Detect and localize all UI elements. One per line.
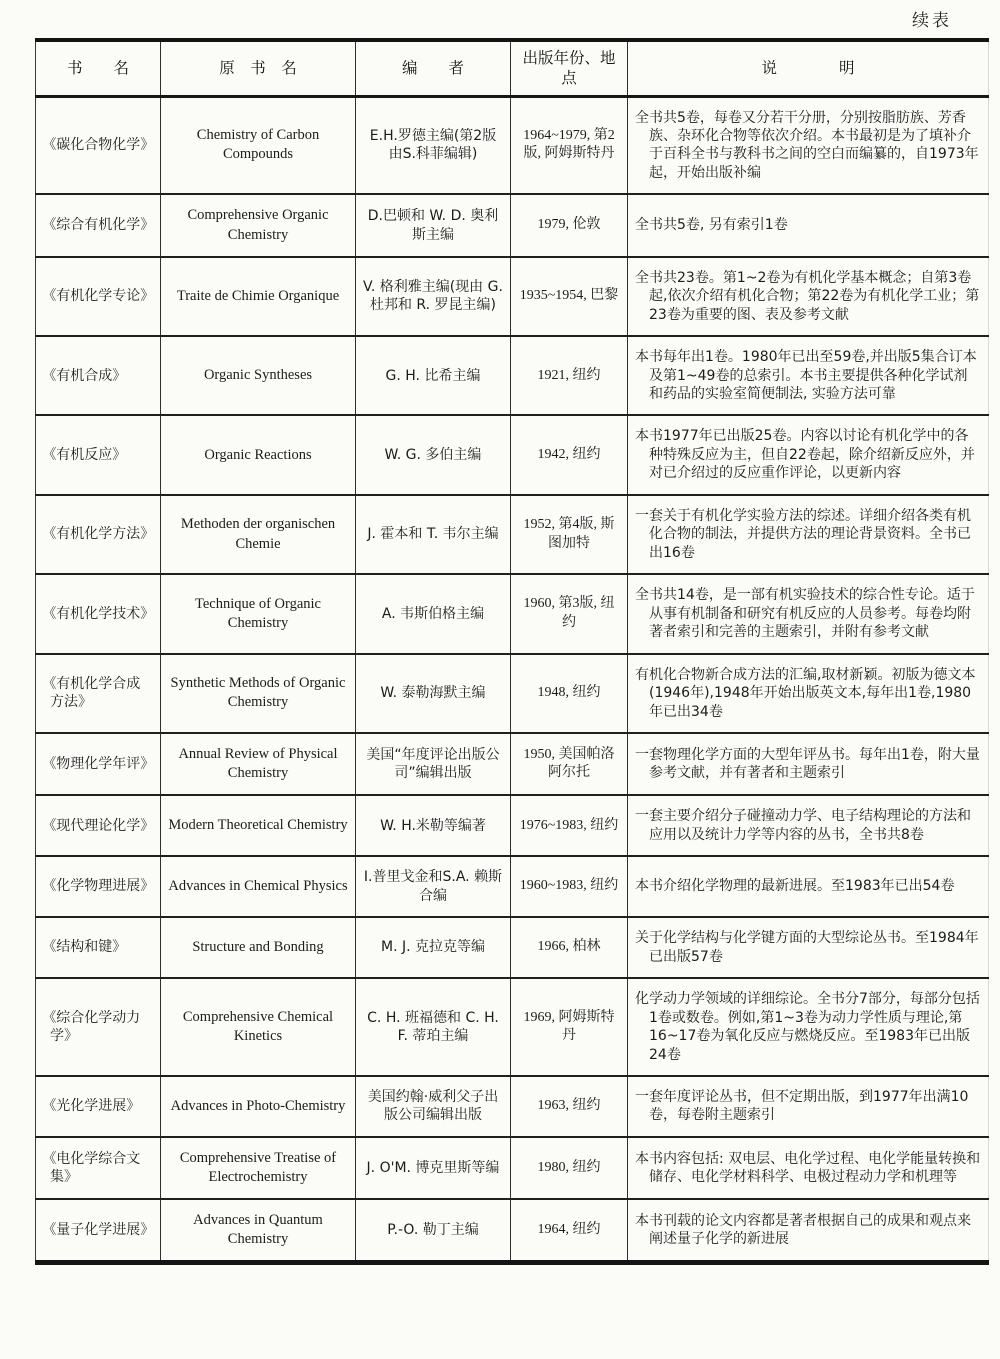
- publication-cell: 1921, 纽约: [511, 336, 628, 415]
- description-cell: 化学动力学领域的详细综论。全书分7部分，每部分包括1卷或数卷。例如,第1~3卷为动力学性质与理论,第16~17卷为氧化反应与燃烧反应。至1983年已出版24卷: [628, 978, 989, 1076]
- book-title-cell: 《有机化学方法》: [36, 495, 161, 574]
- original-title-cell: Annual Review of Physical Chemistry: [161, 733, 356, 795]
- original-title-cell: Advances in Chemical Physics: [161, 856, 356, 917]
- book-title-cell: 《电化学综合文集》: [36, 1137, 161, 1199]
- original-title-cell: Comprehensive Treatise of Electrochemistry: [161, 1137, 356, 1199]
- editor-cell: 美国“年度评论出版公司”编辑出版: [356, 733, 511, 795]
- description-cell: 一套物理化学方面的大型年评丛书。每年出1卷，附大量参考文献，并有著者和主题索引: [628, 733, 989, 795]
- table-row: [36, 856, 989, 917]
- table-row: [36, 795, 989, 856]
- header-editor: 编 者: [356, 40, 511, 96]
- original-title-cell: Organic Syntheses: [161, 336, 356, 415]
- original-title-cell: Organic Reactions: [161, 415, 356, 494]
- description-cell: 本书介绍化学物理的最新进展。至1983年已出54卷: [628, 856, 989, 917]
- description-cell: 全书共5卷, 另有索引1卷: [628, 194, 989, 256]
- table-row: [36, 495, 989, 574]
- original-title-cell: Advances in Quantum Chemistry: [161, 1199, 356, 1263]
- publication-cell: 1964, 纽约: [511, 1199, 628, 1263]
- table-row: [36, 336, 989, 415]
- table-row: [36, 733, 989, 795]
- description-cell: 本书刊载的论文内容都是著者根据自己的成果和观点来阐述量子化学的新进展: [628, 1199, 989, 1263]
- header-publication: 出版年份、地点: [511, 40, 628, 96]
- reference-books-table: [35, 38, 989, 1265]
- publication-cell: 1963, 纽约: [511, 1076, 628, 1137]
- editor-cell: D.巴顿和 W. D. 奥利斯主编: [356, 194, 511, 256]
- header-original-title: 原 书 名: [161, 40, 356, 96]
- table-row: [36, 257, 989, 336]
- editor-cell: A. 韦斯伯格主编: [356, 574, 511, 653]
- editor-cell: V. 格利雅主编(现由 G. 杜邦和 R. 罗昆主编): [356, 257, 511, 336]
- description-cell: 全书共5卷，每卷又分若干分册，分别按脂肪族、芳香族、杂环化合物等依次介绍。本书最初是为了填补介于百科全书与教科书之间的空白而编纂的，自1973年起，开始出版补编: [628, 96, 989, 194]
- header-book-title: 书 名: [36, 40, 161, 96]
- description-cell: 一套年度评论丛书，但不定期出版，到1977年出满10卷，每卷附主题索引: [628, 1076, 989, 1137]
- original-title-cell: Methoden der organischen Chemie: [161, 495, 356, 574]
- book-title-cell: 《光化学进展》: [36, 1076, 161, 1137]
- description-cell: 有机化合物新合成方法的汇编,取材新颖。初版为德文本(1946年),1948年开始出版英文本,每年出1卷,1980年已出34卷: [628, 654, 989, 733]
- header-description: 说 明: [628, 40, 989, 96]
- description-cell: 本书1977年已出版25卷。内容以讨论有机化学中的各种特殊反应为主，但自22卷起，除介绍新反应外，并对已介绍过的反应重作评论，以更新内容: [628, 415, 989, 494]
- publication-cell: 1969, 阿姆斯特丹: [511, 978, 628, 1076]
- editor-cell: W. 泰勒海默主编: [356, 654, 511, 733]
- original-title-cell: Technique of Organic Chemistry: [161, 574, 356, 653]
- editor-cell: G. H. 比希主编: [356, 336, 511, 415]
- description-cell: 一套关于有机化学实验方法的综述。详细介绍各类有机化合物的制法，并提供方法的理论背景资料。全书已出16卷: [628, 495, 989, 574]
- editor-cell: M. J. 克拉克等编: [356, 917, 511, 978]
- original-title-cell: Comprehensive Chemical Kinetics: [161, 978, 356, 1076]
- book-title-cell: 《量子化学进展》: [36, 1199, 161, 1263]
- table-row: [36, 1076, 989, 1137]
- editor-cell: I.普里戈金和S.A. 赖斯合编: [356, 856, 511, 917]
- publication-cell: 1979, 伦敦: [511, 194, 628, 256]
- book-title-cell: 《现代理论化学》: [36, 795, 161, 856]
- publication-cell: 1960~1983, 纽约: [511, 856, 628, 917]
- table-row: [36, 978, 989, 1076]
- editor-cell: J. 霍本和 T. 韦尔主编: [356, 495, 511, 574]
- publication-cell: 1952, 第4版, 斯图加特: [511, 495, 628, 574]
- publication-cell: 1948, 纽约: [511, 654, 628, 733]
- book-title-cell: 《有机化学技术》: [36, 574, 161, 653]
- editor-cell: C. H. 班福德和 C. H. F. 蒂珀主编: [356, 978, 511, 1076]
- original-title-cell: Synthetic Methods of Organic Chemistry: [161, 654, 356, 733]
- table-row: [36, 194, 989, 256]
- editor-cell: P.-O. 勒丁主编: [356, 1199, 511, 1263]
- editor-cell: W. G. 多伯主编: [356, 415, 511, 494]
- publication-cell: 1942, 纽约: [511, 415, 628, 494]
- book-title-cell: 《有机化学合成方法》: [36, 654, 161, 733]
- table-row: [36, 96, 989, 194]
- table-row: [36, 1137, 989, 1199]
- publication-cell: 1935~1954, 巴黎: [511, 257, 628, 336]
- original-title-cell: Chemistry of Carbon Compounds: [161, 96, 356, 194]
- original-title-cell: Advances in Photo-Chemistry: [161, 1076, 356, 1137]
- editor-cell: J. O'M. 博克里斯等编: [356, 1137, 511, 1199]
- continued-table-label: 续表: [912, 11, 952, 31]
- book-title-cell: 《结构和键》: [36, 917, 161, 978]
- editor-cell: 美国约翰·威利父子出版公司编辑出版: [356, 1076, 511, 1137]
- table-body: [36, 40, 989, 1263]
- table-header-row: [36, 40, 989, 96]
- editor-cell: E.H.罗德主编(第2版由S.科菲编辑): [356, 96, 511, 194]
- description-cell: 一套主要介绍分子碰撞动力学、电子结构理论的方法和应用以及统计力学等内容的丛书，全书共8卷: [628, 795, 989, 856]
- publication-cell: 1966, 柏林: [511, 917, 628, 978]
- table-row: [36, 654, 989, 733]
- description-cell: 本书内容包括: 双电层、电化学过程、电化学能量转换和储存、电化学材料科学、电极过程动力学和机理等: [628, 1137, 989, 1199]
- description-cell: 全书共23卷。第1~2卷为有机化学基本概念；自第3卷起,依次介绍有机化合物；第22卷为有机化学工业；第23卷为重要的图、表及参考文献: [628, 257, 989, 336]
- book-title-cell: 《碳化合物化学》: [36, 96, 161, 194]
- book-title-cell: 《有机化学专论》: [36, 257, 161, 336]
- book-title-cell: 《物理化学年评》: [36, 733, 161, 795]
- publication-cell: 1980, 纽约: [511, 1137, 628, 1199]
- book-title-cell: 《有机反应》: [36, 415, 161, 494]
- publication-cell: 1964~1979, 第2版, 阿姆斯特丹: [511, 96, 628, 194]
- editor-cell: W. H.米勒等编著: [356, 795, 511, 856]
- original-title-cell: Structure and Bonding: [161, 917, 356, 978]
- book-title-cell: 《化学物理进展》: [36, 856, 161, 917]
- table-row: [36, 1199, 989, 1263]
- publication-cell: 1976~1983, 纽约: [511, 795, 628, 856]
- publication-cell: 1950, 美国帕洛阿尔托: [511, 733, 628, 795]
- table-row: [36, 415, 989, 494]
- book-title-cell: 《综合化学动力学》: [36, 978, 161, 1076]
- publication-cell: 1960, 第3版, 纽约: [511, 574, 628, 653]
- table-row: [36, 574, 989, 653]
- original-title-cell: Modern Theoretical Chemistry: [161, 795, 356, 856]
- book-title-cell: 《综合有机化学》: [36, 194, 161, 256]
- original-title-cell: Traite de Chimie Organique: [161, 257, 356, 336]
- description-cell: 关于化学结构与化学键方面的大型综论丛书。至1984年已出版57卷: [628, 917, 989, 978]
- description-cell: 本书每年出1卷。1980年已出至59卷,并出版5集合订本及第1~49卷的总索引。本书主要提供各种化学试剂和药品的实验室简便制法, 实验方法可靠: [628, 336, 989, 415]
- original-title-cell: Comprehensive Organic Chemistry: [161, 194, 356, 256]
- table-row: [36, 917, 989, 978]
- description-cell: 全书共14卷，是一部有机实验技术的综合性专论。适于从事有机制备和研究有机反应的人员参考。每卷均附著者索引和完善的主题索引，并附有参考文献: [628, 574, 989, 653]
- book-title-cell: 《有机合成》: [36, 336, 161, 415]
